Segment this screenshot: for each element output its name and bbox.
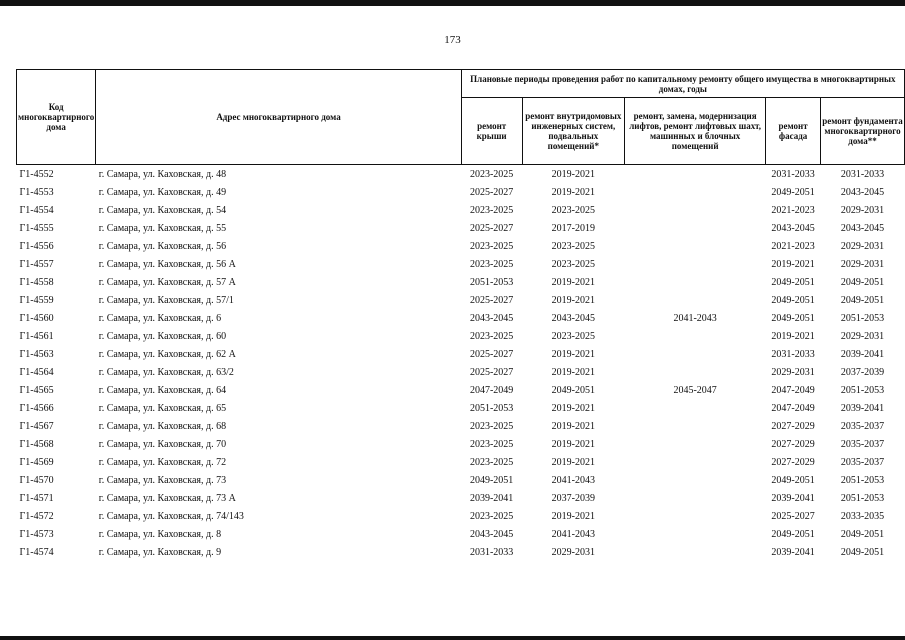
row-code: Г1-4568 <box>19 438 54 450</box>
row-address: г. Самара, ул. Каховская, д. 55 <box>98 222 227 234</box>
row-roof: 2039-2041 <box>469 492 514 504</box>
row-code: Г1-4567 <box>19 420 54 432</box>
row-foundation: 2039-2041 <box>840 348 885 360</box>
row-elevators <box>625 507 766 525</box>
row-foundation: 2029-2031 <box>840 204 885 216</box>
row-facade: 2049-2051 <box>771 186 815 198</box>
row-engineering: 2019-2021 <box>551 456 595 468</box>
row-address: г. Самара, ул. Каховская, д. 62 А <box>98 348 236 360</box>
row-code: Г1-4552 <box>19 168 54 180</box>
row-address: г. Самара, ул. Каховская, д. 63/2 <box>98 366 234 378</box>
row-code: Г1-4558 <box>19 276 54 288</box>
row-engineering: 2019-2021 <box>551 168 595 180</box>
row-address: г. Самара, ул. Каховская, д. 60 <box>98 330 227 342</box>
row-address: г. Самара, ул. Каховская, д. 73 <box>98 474 227 486</box>
header-foundation: ремонт фундамента многоквартирного дома** <box>821 98 905 165</box>
row-foundation: 2033-2035 <box>840 510 885 522</box>
row-address: г. Самара, ул. Каховская, д. 49 <box>98 186 227 198</box>
row-address: г. Самара, ул. Каховская, д. 74/143 <box>98 510 244 522</box>
row-facade: 2027-2029 <box>771 456 815 468</box>
row-roof: 2023-2025 <box>469 168 514 180</box>
row-facade: 2049-2051 <box>771 474 815 486</box>
row-roof: 2043-2045 <box>469 312 514 324</box>
row-foundation: 2035-2037 <box>840 438 885 450</box>
row-foundation: 2049-2051 <box>840 276 885 288</box>
table-row <box>17 165 905 184</box>
row-engineering: 2043-2045 <box>551 312 595 324</box>
header-engineering: ремонт внутридомовых инженерных систем, подвальных помещений* <box>522 98 625 165</box>
row-elevators <box>625 525 766 543</box>
row-facade: 2039-2041 <box>771 492 815 504</box>
row-foundation: 2049-2051 <box>840 294 885 306</box>
row-elevators <box>625 273 766 291</box>
row-roof: 2023-2025 <box>469 456 514 468</box>
row-facade: 2029-2031 <box>771 366 815 378</box>
row-engineering: 2019-2021 <box>551 276 595 288</box>
row-engineering: 2019-2021 <box>551 438 595 450</box>
row-engineering: 2023-2025 <box>551 330 595 342</box>
row-elevators: 2041-2043 <box>673 312 717 324</box>
row-elevators <box>625 417 766 435</box>
row-elevators <box>625 219 766 237</box>
row-address: г. Самара, ул. Каховская, д. 57/1 <box>98 294 234 306</box>
row-foundation: 2035-2037 <box>840 456 885 468</box>
table-row <box>17 435 905 453</box>
row-roof: 2023-2025 <box>469 258 514 270</box>
row-address: г. Самара, ул. Каховская, д. 57 А <box>98 276 236 288</box>
header-address: Адрес многоквартирного дома <box>96 70 461 165</box>
bottom-border-bar <box>0 636 905 640</box>
table-row <box>17 453 905 471</box>
row-engineering: 2019-2021 <box>551 402 595 414</box>
row-foundation: 2049-2051 <box>840 528 885 540</box>
row-elevators <box>625 291 766 309</box>
row-code: Г1-4572 <box>19 510 54 522</box>
row-engineering: 2023-2025 <box>551 258 595 270</box>
row-elevators <box>625 255 766 273</box>
row-foundation: 2031-2033 <box>840 168 885 180</box>
table-row <box>17 471 905 489</box>
row-address: г. Самара, ул. Каховская, д. 70 <box>98 438 227 450</box>
row-elevators <box>625 453 766 471</box>
table-row <box>17 183 905 201</box>
row-foundation: 2039-2041 <box>840 402 885 414</box>
row-foundation: 2051-2053 <box>840 492 885 504</box>
row-code: Г1-4556 <box>19 240 54 252</box>
row-roof: 2051-2053 <box>469 402 514 414</box>
row-roof: 2023-2025 <box>469 204 514 216</box>
table-row <box>17 309 905 327</box>
row-foundation: 2049-2051 <box>840 546 885 558</box>
table-row <box>17 507 905 525</box>
table-row <box>17 273 905 291</box>
row-roof: 2023-2025 <box>469 240 514 252</box>
table-body <box>17 165 905 562</box>
row-elevators <box>625 399 766 417</box>
row-address: г. Самара, ул. Каховская, д. 9 <box>98 546 222 558</box>
row-facade: 2025-2027 <box>771 510 815 522</box>
row-foundation: 2051-2053 <box>840 474 885 486</box>
row-roof: 2049-2051 <box>469 474 514 486</box>
row-foundation: 2035-2037 <box>840 420 885 432</box>
row-roof: 2047-2049 <box>469 384 514 396</box>
row-code: Г1-4555 <box>19 222 54 234</box>
page-number: 173 <box>444 34 461 46</box>
table-row <box>17 489 905 507</box>
row-facade: 2049-2051 <box>771 276 815 288</box>
row-address: г. Самара, ул. Каховская, д. 73 А <box>98 492 236 504</box>
row-address: г. Самара, ул. Каховская, д. 56 <box>98 240 227 252</box>
row-facade: 2031-2033 <box>771 168 815 180</box>
row-address: г. Самара, ул. Каховская, д. 6 <box>98 312 222 324</box>
row-facade: 2039-2041 <box>771 546 815 558</box>
row-engineering: 2019-2021 <box>551 420 595 432</box>
row-engineering: 2019-2021 <box>551 294 595 306</box>
row-facade: 2021-2023 <box>771 240 815 252</box>
row-facade: 2049-2051 <box>771 312 815 324</box>
row-elevators <box>625 345 766 363</box>
row-engineering: 2019-2021 <box>551 186 595 198</box>
header-code: Код многоквартирного дома <box>17 70 96 165</box>
row-code: Г1-4570 <box>19 474 54 486</box>
row-code: Г1-4565 <box>19 384 54 396</box>
row-elevators <box>625 363 766 381</box>
table-header <box>17 70 905 165</box>
row-facade: 2019-2021 <box>771 330 815 342</box>
row-address: г. Самара, ул. Каховская, д. 56 А <box>98 258 236 270</box>
table-row <box>17 417 905 435</box>
row-elevators <box>625 183 766 201</box>
row-code: Г1-4559 <box>19 294 54 306</box>
table-row <box>17 381 905 399</box>
row-engineering: 2029-2031 <box>551 546 595 558</box>
row-elevators <box>625 327 766 345</box>
row-facade: 2021-2023 <box>771 204 815 216</box>
row-address: г. Самара, ул. Каховская, д. 68 <box>98 420 227 432</box>
row-facade: 2049-2051 <box>771 528 815 540</box>
row-address: г. Самара, ул. Каховская, д. 64 <box>98 384 227 396</box>
row-engineering: 2017-2019 <box>551 222 595 234</box>
row-foundation: 2051-2053 <box>840 384 885 396</box>
row-facade: 2047-2049 <box>771 384 815 396</box>
row-roof: 2023-2025 <box>469 438 514 450</box>
header-facade: ремонт фасада <box>766 98 821 165</box>
table-row <box>17 399 905 417</box>
row-facade: 2049-2051 <box>771 294 815 306</box>
row-elevators: 2045-2047 <box>673 384 717 396</box>
top-border-bar <box>0 0 905 6</box>
row-address: г. Самара, ул. Каховская, д. 54 <box>98 204 227 216</box>
row-roof: 2051-2053 <box>469 276 514 288</box>
row-foundation: 2043-2045 <box>840 222 885 234</box>
row-foundation: 2029-2031 <box>840 330 885 342</box>
row-elevators <box>625 489 766 507</box>
repair-schedule-table <box>16 69 905 561</box>
row-code: Г1-4557 <box>19 258 54 270</box>
row-engineering: 2041-2043 <box>551 528 595 540</box>
row-facade: 2027-2029 <box>771 420 815 432</box>
row-facade: 2031-2033 <box>771 348 815 360</box>
row-code: Г1-4573 <box>19 528 54 540</box>
row-engineering: 2023-2025 <box>551 204 595 216</box>
table-row <box>17 327 905 345</box>
row-engineering: 2041-2043 <box>551 474 595 486</box>
row-elevators <box>625 201 766 219</box>
header-periods: Плановые периоды проведения работ по капитальному ремонту общего имущества в многоквартирных домах, годы <box>461 70 904 98</box>
row-facade: 2043-2045 <box>771 222 815 234</box>
row-engineering: 2019-2021 <box>551 366 595 378</box>
table-row <box>17 525 905 543</box>
row-code: Г1-4564 <box>19 366 54 378</box>
row-elevators <box>625 471 766 489</box>
row-address: г. Самара, ул. Каховская, д. 48 <box>98 168 227 180</box>
row-elevators <box>625 165 766 184</box>
table-row <box>17 201 905 219</box>
row-code: Г1-4574 <box>19 546 54 558</box>
row-elevators <box>625 543 766 561</box>
row-engineering: 2023-2025 <box>551 240 595 252</box>
row-engineering: 2019-2021 <box>551 510 595 522</box>
row-roof: 2023-2025 <box>469 420 514 432</box>
row-code: Г1-4553 <box>19 186 54 198</box>
row-roof: 2025-2027 <box>469 222 514 234</box>
row-facade: 2019-2021 <box>771 258 815 270</box>
row-roof: 2031-2033 <box>469 546 514 558</box>
row-engineering: 2049-2051 <box>551 384 595 396</box>
row-roof: 2025-2027 <box>469 348 514 360</box>
row-roof: 2023-2025 <box>469 510 514 522</box>
row-facade: 2027-2029 <box>771 438 815 450</box>
row-code: Г1-4569 <box>19 456 54 468</box>
row-address: г. Самара, ул. Каховская, д. 72 <box>98 456 227 468</box>
row-roof: 2025-2027 <box>469 366 514 378</box>
table-row <box>17 219 905 237</box>
row-elevators <box>625 435 766 453</box>
row-code: Г1-4561 <box>19 330 54 342</box>
row-roof: 2023-2025 <box>469 330 514 342</box>
row-roof: 2025-2027 <box>469 294 514 306</box>
table-row <box>17 255 905 273</box>
row-foundation: 2037-2039 <box>840 366 885 378</box>
table-row <box>17 543 905 561</box>
row-code: Г1-4554 <box>19 204 54 216</box>
row-code: Г1-4563 <box>19 348 54 360</box>
row-code: Г1-4560 <box>19 312 54 324</box>
header-elevators: ремонт, замена, модернизация лифтов, ремонт лифтовых шахт, машинных и блочных помещений <box>625 98 766 165</box>
table-row <box>17 345 905 363</box>
row-address: г. Самара, ул. Каховская, д. 65 <box>98 402 227 414</box>
row-code: Г1-4571 <box>19 492 54 504</box>
row-elevators <box>625 237 766 255</box>
row-code: Г1-4566 <box>19 402 54 414</box>
row-roof: 2025-2027 <box>469 186 514 198</box>
header-roof: ремонт крыши <box>461 98 522 165</box>
row-engineering: 2037-2039 <box>551 492 595 504</box>
row-facade: 2047-2049 <box>771 402 815 414</box>
row-address: г. Самара, ул. Каховская, д. 8 <box>98 528 222 540</box>
row-foundation: 2043-2045 <box>840 186 885 198</box>
table-row <box>17 237 905 255</box>
row-engineering: 2019-2021 <box>551 348 595 360</box>
table-row <box>17 291 905 309</box>
row-foundation: 2051-2053 <box>840 312 885 324</box>
table-row <box>17 363 905 381</box>
row-foundation: 2029-2031 <box>840 240 885 252</box>
row-roof: 2043-2045 <box>469 528 514 540</box>
row-foundation: 2029-2031 <box>840 258 885 270</box>
